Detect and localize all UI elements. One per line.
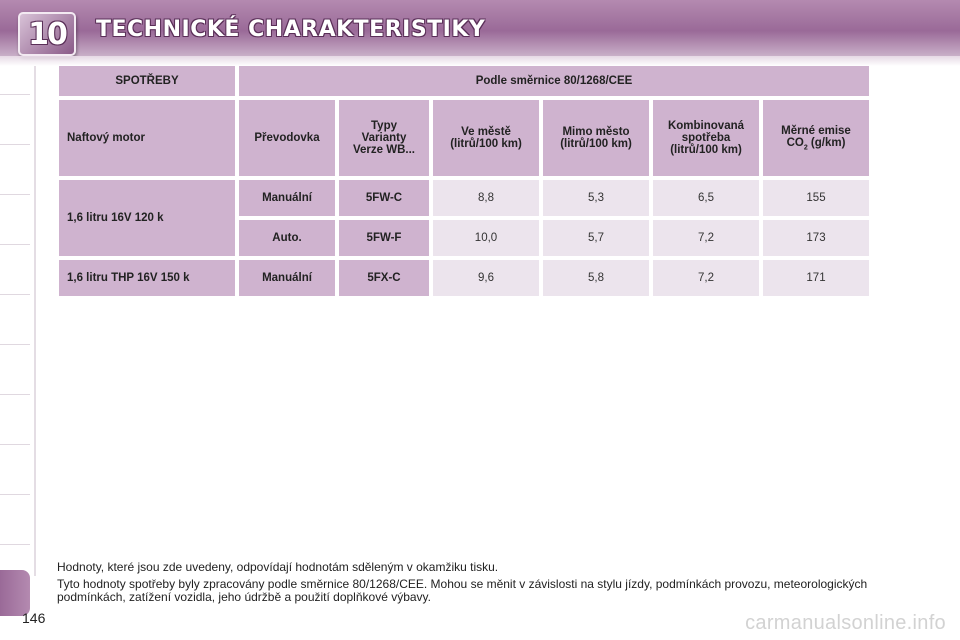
table-column-header-row bbox=[59, 100, 869, 176]
col-header-combined-line: (litrů/100 km) bbox=[670, 144, 742, 156]
tab-divider bbox=[0, 244, 30, 245]
page-header bbox=[0, 0, 960, 56]
footnotes bbox=[57, 561, 927, 608]
page-title: TECHNICKÉ CHARAKTERISTIKY bbox=[96, 17, 486, 42]
row-extra-urban: 5,7 bbox=[543, 220, 649, 256]
col-header-co2 bbox=[763, 100, 869, 176]
table-group-header-row bbox=[59, 66, 869, 96]
col-header-city-line: (litrů/100 km) bbox=[450, 138, 522, 150]
col-header-types-line: Verze WB... bbox=[353, 144, 415, 156]
row-city: 9,6 bbox=[433, 260, 539, 296]
col-header-city bbox=[433, 100, 539, 176]
col-header-extra-urban-line: (litrů/100 km) bbox=[560, 138, 632, 150]
table-row bbox=[59, 260, 869, 296]
col-header-co2-line: Měrné emise bbox=[781, 124, 851, 137]
col-header-city-line: Ve městě bbox=[461, 126, 511, 138]
row-co2: 173 bbox=[763, 220, 869, 256]
row-extra-urban: 5,8 bbox=[543, 260, 649, 296]
row-type: 5FW-F bbox=[339, 220, 429, 256]
co2-symbol: CO bbox=[786, 136, 804, 149]
group-header-right: Podle směrnice 80/1268/CEE bbox=[239, 66, 869, 96]
consumption-table bbox=[55, 62, 873, 300]
tab-divider bbox=[0, 544, 30, 545]
row-combined: 6,5 bbox=[653, 180, 759, 216]
row-gearbox: Auto. bbox=[239, 220, 335, 256]
col-header-types-line: Typy bbox=[371, 120, 397, 132]
row-co2: 171 bbox=[763, 260, 869, 296]
watermark: carmanualsonline.info bbox=[745, 612, 946, 634]
col-header-gearbox: Převodovka bbox=[239, 100, 335, 176]
col-header-combined-line: spotřeba bbox=[681, 132, 731, 144]
row-engine: 1,6 litru 16V 120 k bbox=[59, 180, 235, 256]
row-combined: 7,2 bbox=[653, 220, 759, 256]
tab-divider bbox=[0, 294, 30, 295]
tab-divider bbox=[0, 444, 30, 445]
col-header-extra-urban-line: Mimo město bbox=[562, 126, 630, 138]
row-city: 8,8 bbox=[433, 180, 539, 216]
chapter-tab-rail bbox=[0, 66, 36, 576]
chapter-badge: 10 bbox=[18, 12, 76, 56]
co2-unit: (g/km) bbox=[807, 136, 846, 149]
table-row bbox=[59, 180, 869, 216]
row-extra-urban: 5,3 bbox=[543, 180, 649, 216]
col-header-types-line: Varianty bbox=[361, 132, 407, 144]
col-header-combined-line: Kombinovaná bbox=[667, 120, 745, 132]
tab-divider bbox=[0, 394, 30, 395]
row-type: 5FX-C bbox=[339, 260, 429, 296]
row-engine: 1,6 litru THP 16V 150 k bbox=[59, 260, 235, 296]
col-header-combined bbox=[653, 100, 759, 176]
row-co2: 155 bbox=[763, 180, 869, 216]
col-header-types bbox=[339, 100, 429, 176]
tab-divider bbox=[0, 194, 30, 195]
row-gearbox: Manuální bbox=[239, 260, 335, 296]
row-type: 5FW-C bbox=[339, 180, 429, 216]
tab-divider bbox=[0, 344, 30, 345]
tab-divider bbox=[0, 144, 30, 145]
group-header-left: SPOTŘEBY bbox=[59, 66, 235, 96]
tab-divider bbox=[0, 494, 30, 495]
col-header-extra-urban bbox=[543, 100, 649, 176]
col-header-engine: Naftový motor bbox=[59, 100, 235, 176]
row-gearbox: Manuální bbox=[239, 180, 335, 216]
row-combined: 7,2 bbox=[653, 260, 759, 296]
page-number: 146 bbox=[22, 610, 46, 626]
footnote: Hodnoty, které jsou zde uvedeny, odpovídají hodnotám sděleným v okamžiku tisku. bbox=[57, 560, 499, 574]
footnote: Tyto hodnoty spotřeby byly zpracovány podle směrnice 80/1268/CEE. Mohou se měnit v závislosti na stylu jízdy, podmínkách provozu, meteorologických podmínkách, zatížení vozidla, jeho údržbě a použití doplňkové výbavy. bbox=[57, 577, 868, 604]
tab-divider bbox=[0, 94, 30, 95]
row-city: 10,0 bbox=[433, 220, 539, 256]
co2-subscript: 2 bbox=[803, 144, 808, 152]
